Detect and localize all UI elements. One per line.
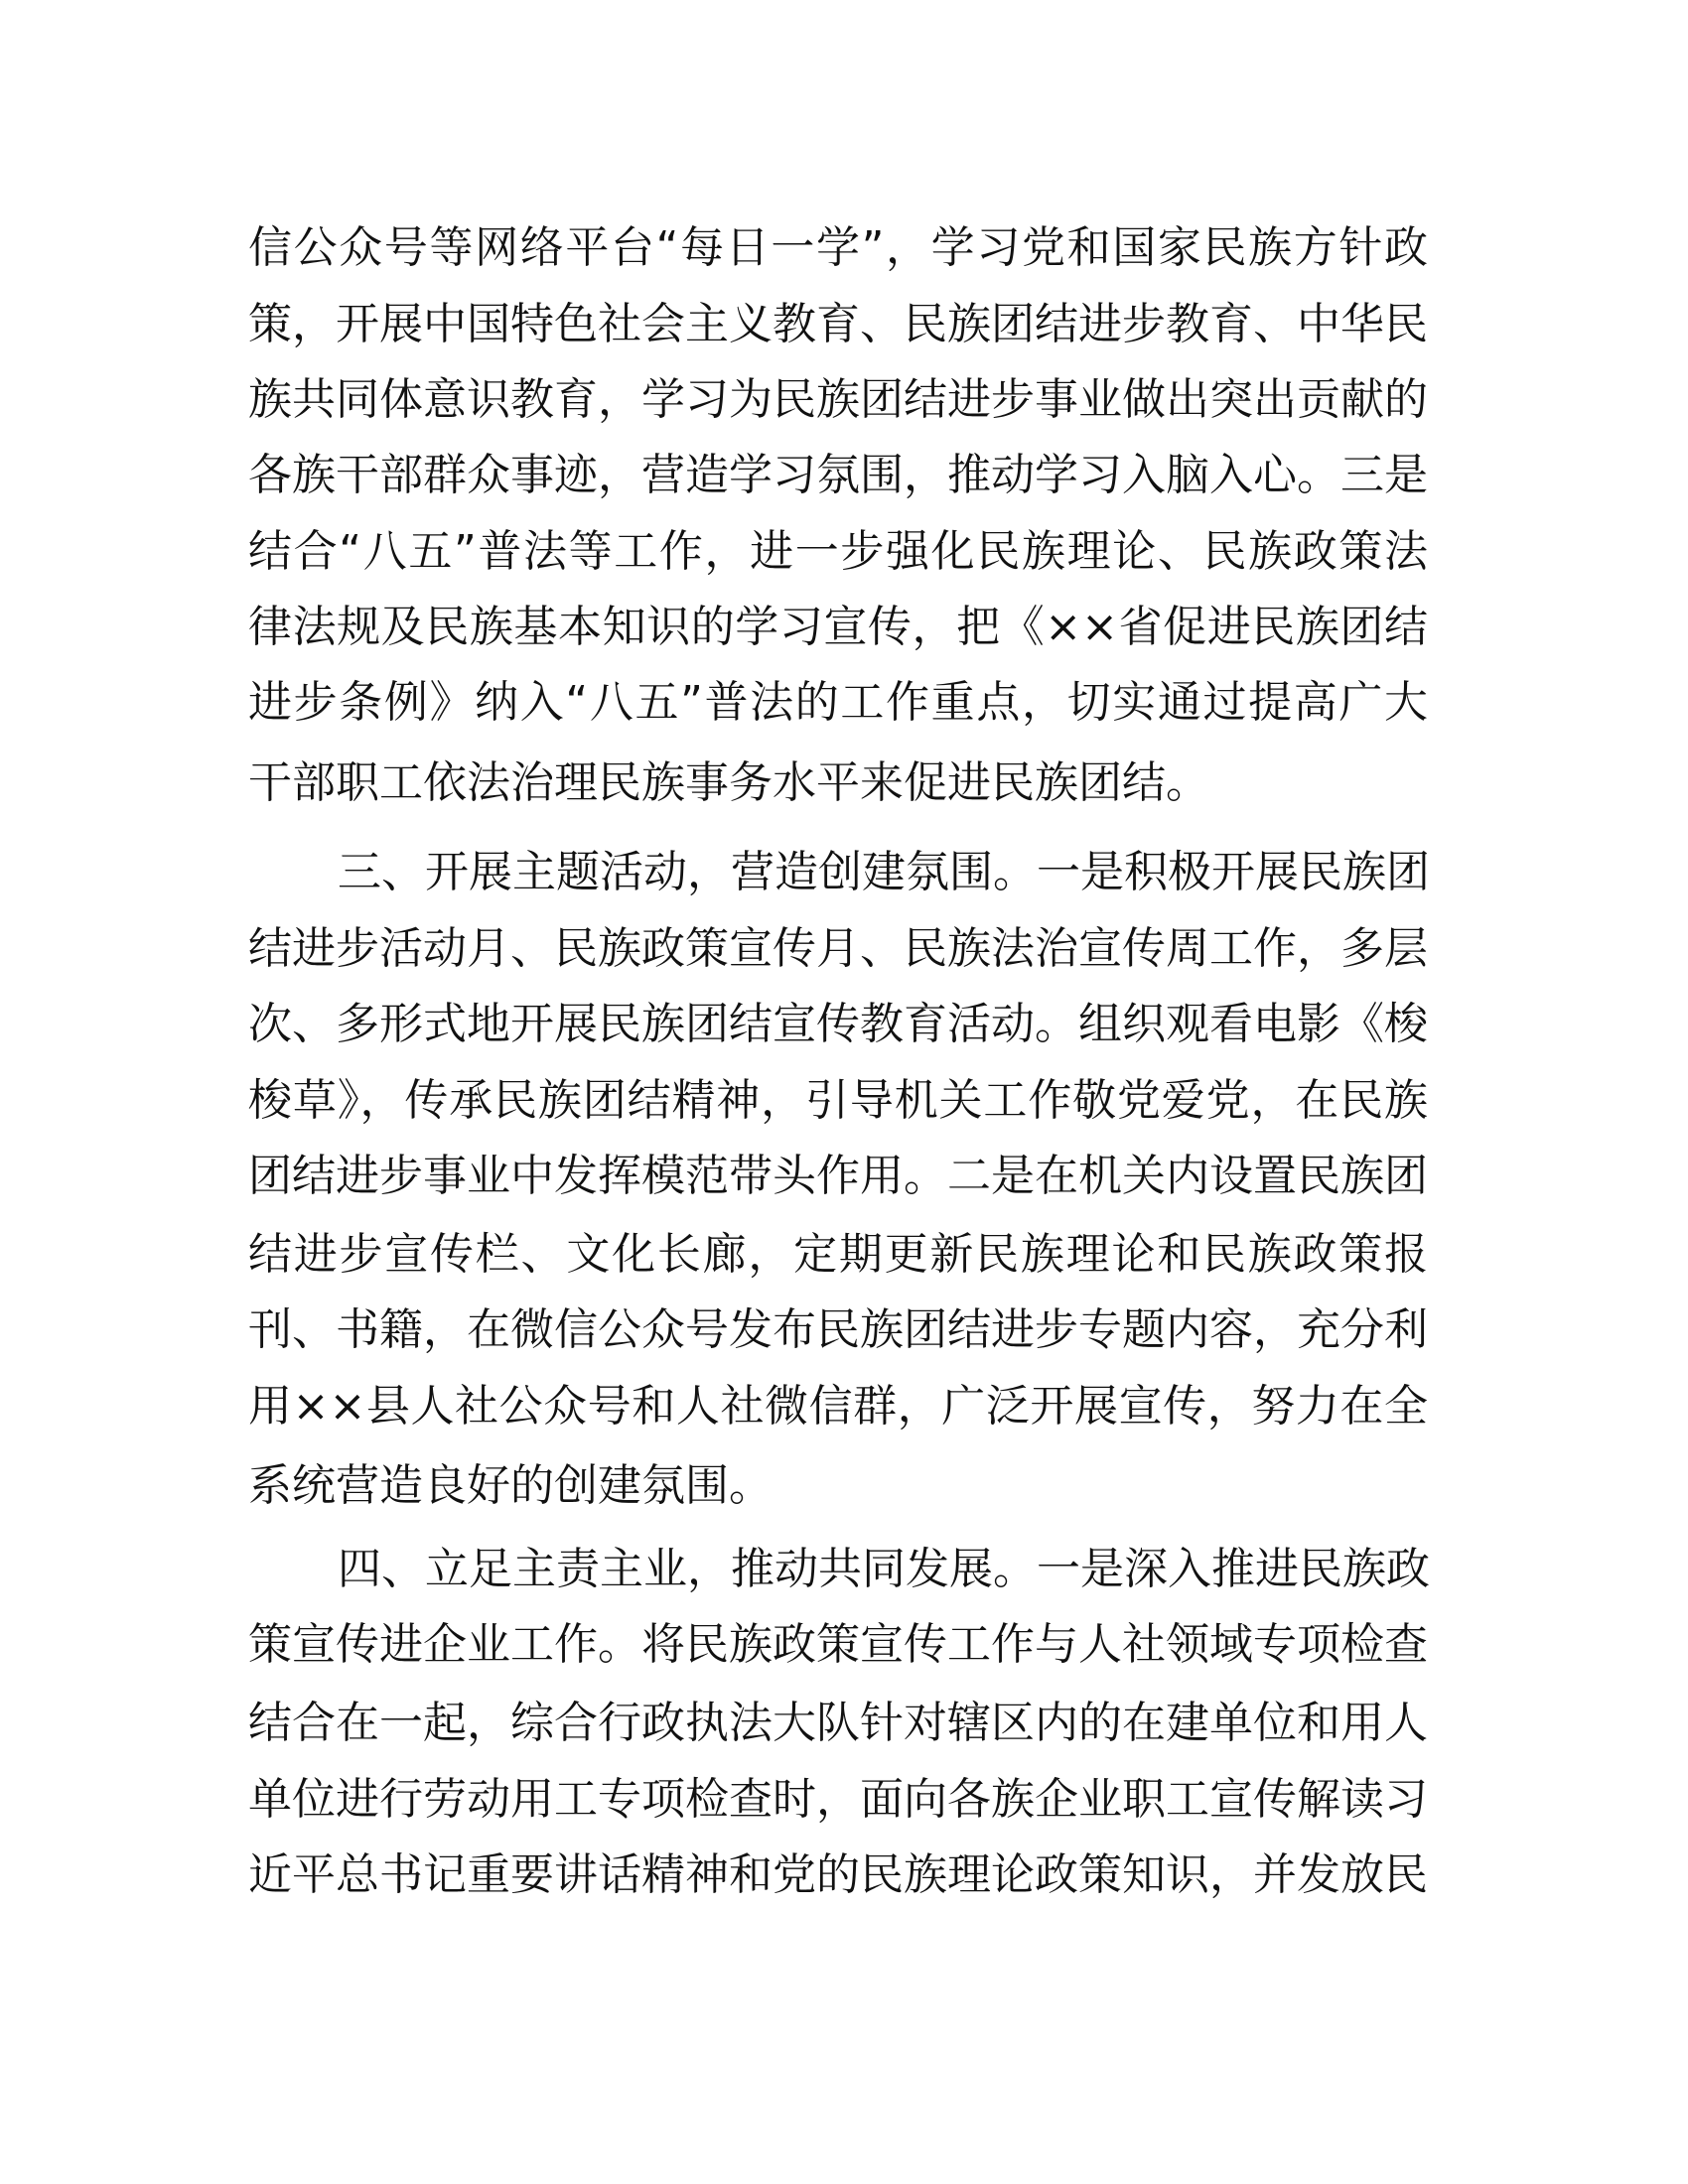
text-line: 信公众号等网络平台“每日一学”，学习党和国家民族方针政	[248, 222, 1428, 273]
text-line: 用××县人社公众号和人社微信群，广泛开展宣传，努力在全	[248, 1381, 1428, 1432]
text-line: 近平总书记重要讲话精神和党的民族理论政策知识，并发放民	[248, 1849, 1428, 1900]
text-line: 结合在一起，综合行政执法大队针对辖区内的在建单位和用人	[248, 1698, 1428, 1748]
text-line: 干部职工依法治理民族事务水平来促进民族团结。	[248, 757, 1209, 808]
text-line: 策宣传进企业工作。将民族政策宣传工作与人社领域专项检查	[248, 1619, 1428, 1670]
text-line: 结合“八五”普法等工作，进一步强化民族理论、民族政策法	[248, 526, 1428, 577]
text-line: 单位进行劳动用工专项检查时，面向各族企业职工宣传解读习	[248, 1774, 1428, 1825]
text-line: 团结进步事业中发挥模范带头作用。二是在机关内设置民族团	[248, 1151, 1428, 1201]
text-line: 进步条例》纳入“八五”普法的工作重点，切实通过提高广大	[248, 677, 1428, 728]
text-line: 结进步活动月、民族政策宣传月、民族法治宣传周工作，多层	[248, 923, 1428, 974]
text-line: 系统营造良好的创建氛围。	[248, 1460, 773, 1511]
text-line: 次、多形式地开展民族团结宣传教育活动。组织观看电影《梭	[248, 999, 1428, 1049]
text-line: 刊、书籍，在微信公众号发布民族团结进步专题内容，充分利	[248, 1304, 1428, 1355]
section-heading-line: 四、立足主责主业，推动共同发展。一是深入推进民族政	[338, 1544, 1430, 1594]
text-line: 族共同体意识教育，学习为民族团结进步事业做出突出贡献的	[248, 374, 1428, 425]
text-line: 各族干部群众事迹，营造学习氛围，推动学习入脑入心。三是	[248, 450, 1428, 500]
text-line: 结进步宣传栏、文化长廊，定期更新民族理论和民族政策报	[248, 1229, 1428, 1280]
text-line: 律法规及民族基本知识的学习宣传，把《××省促进民族团结	[248, 602, 1428, 652]
text-line: 梭草》，传承民族团结精神，引导机关工作敬党爱党，在民族	[248, 1075, 1428, 1126]
text-line: 策，开展中国特色社会主义教育、民族团结进步教育、中华民	[248, 299, 1428, 349]
section-heading-line: 三、开展主题活动，营造创建氛围。一是积极开展民族团	[338, 847, 1430, 897]
